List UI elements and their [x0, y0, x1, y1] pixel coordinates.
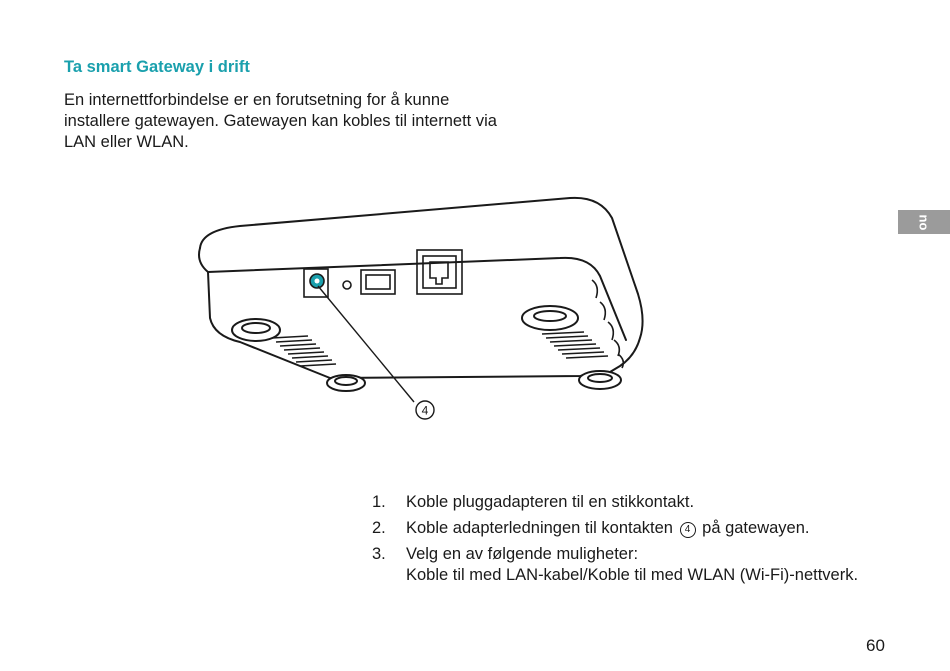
vent-slots-left — [272, 336, 336, 366]
step-number: 3. — [372, 545, 386, 563]
language-tab-label: no — [916, 214, 932, 230]
port-reference-badge: 4 — [680, 522, 696, 538]
language-tab — [898, 210, 950, 234]
vent-slots-right — [542, 332, 608, 358]
reset-hole-icon — [343, 281, 351, 289]
device-bottom-line — [330, 372, 610, 378]
step-item — [372, 492, 892, 513]
steps-list — [372, 492, 892, 591]
step-subtext: Koble til med LAN-kabel/Koble til med WLAN (Wi-Fi)-nettverk. — [406, 566, 859, 584]
step-text-after: på gatewayen. — [702, 519, 810, 537]
callout-number: 4 — [421, 403, 429, 418]
step-number: 1. — [372, 493, 386, 511]
step-item — [372, 518, 892, 539]
page-number: 60 — [866, 636, 885, 655]
step-number: 2. — [372, 519, 386, 537]
step-text — [406, 518, 892, 539]
device-top-outline — [200, 198, 643, 372]
section-heading: Ta smart Gateway i drift — [64, 58, 250, 76]
step-text-before: Koble adapterledningen til kontakten — [406, 519, 673, 537]
step-text: Koble pluggadapteren til en stikkontakt. — [406, 493, 695, 511]
intro-paragraph: En internettforbindelse er en forutsetning for å kunne installere gatewayen. Gatewayen kan kobles til internett via LAN eller WLAN. — [64, 91, 497, 151]
step-text — [406, 544, 892, 586]
gateway-illustration — [180, 190, 660, 430]
foot-back-right — [522, 306, 578, 330]
step-text-main: Velg en av følgende muligheter: — [406, 545, 639, 563]
step-item — [372, 544, 892, 586]
